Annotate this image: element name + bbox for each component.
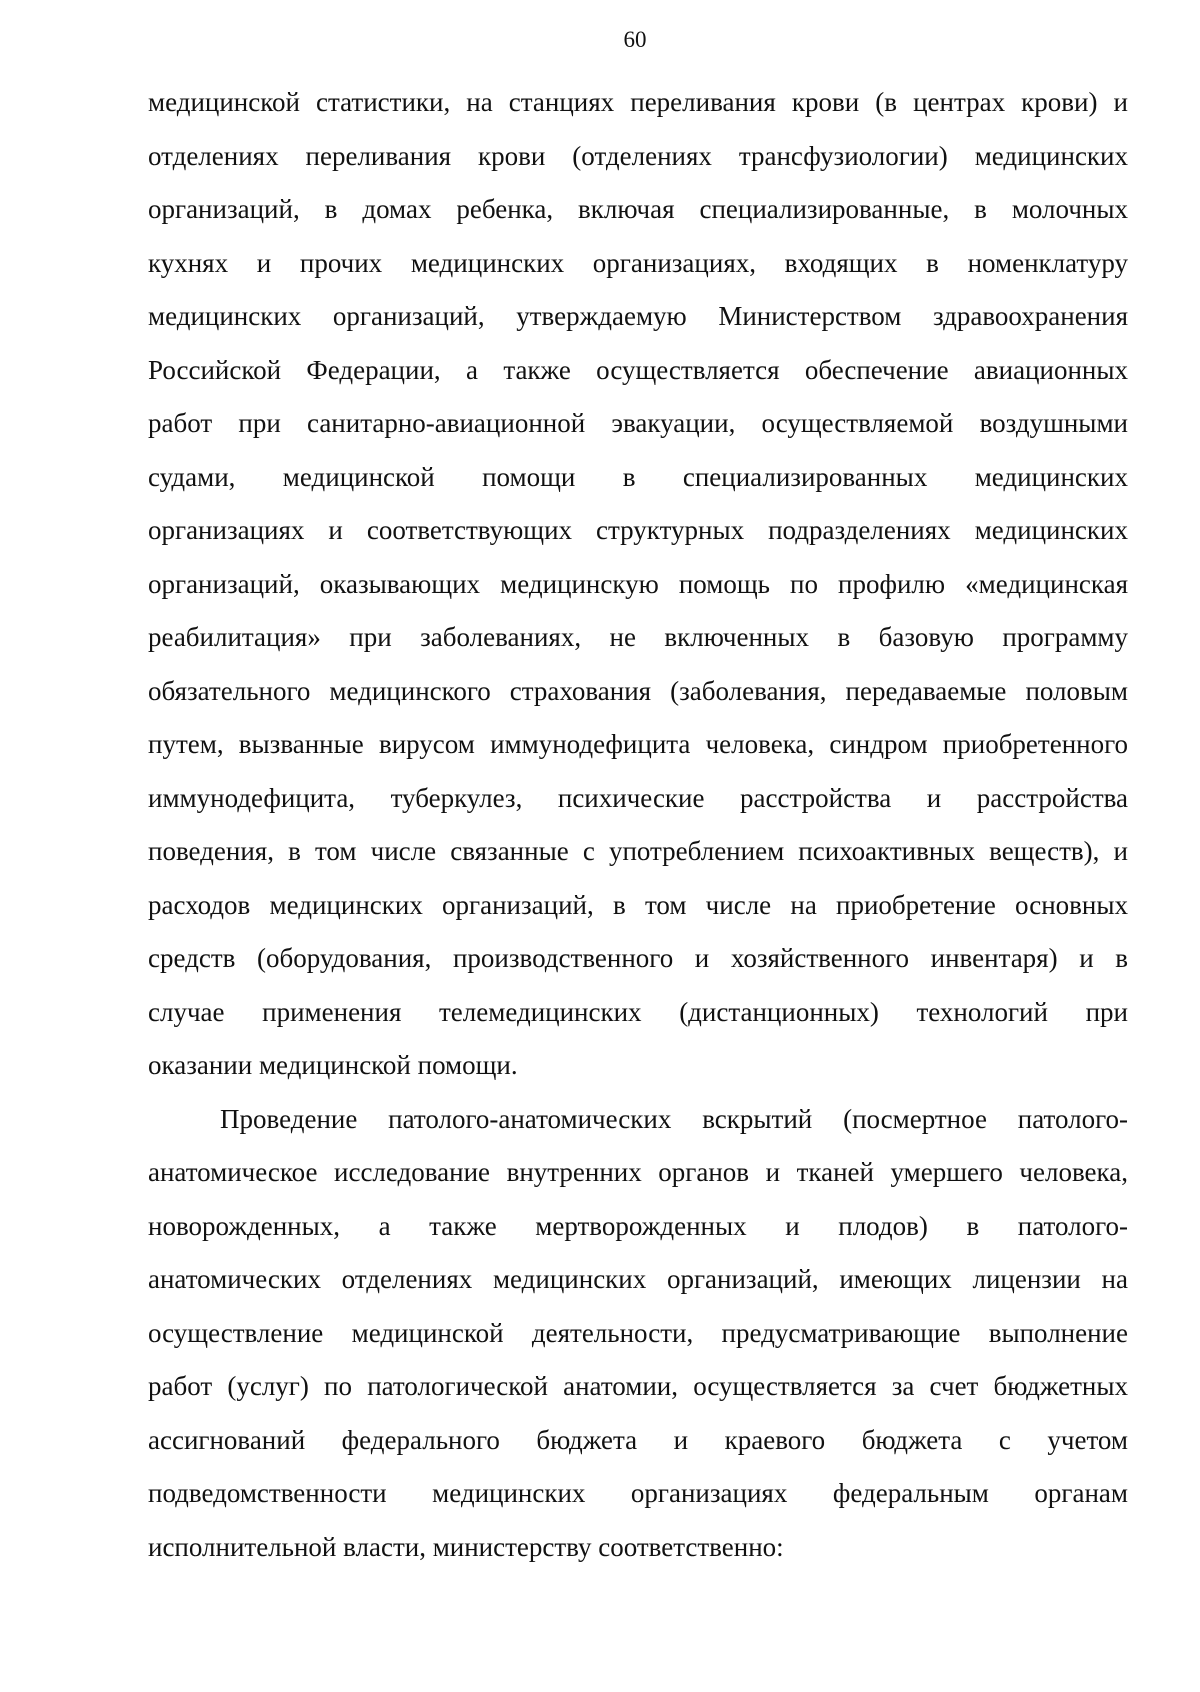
- paragraph-1-line: организациях и соответствующих структурных подразделениях медицинских: [148, 515, 1128, 545]
- paragraph-1-line: средств (оборудования, производственного и хозяйственного инвентаря) и в: [148, 943, 1128, 973]
- paragraph-1-line: медицинской статистики, на станциях переливания крови (в центрах крови) и: [148, 87, 1128, 117]
- paragraph-1-line: судами, медицинской помощи в специализированных медицинских: [148, 462, 1128, 492]
- paragraph-1-line: расходов медицинских организаций, в том числе на приобретение основных: [148, 890, 1128, 920]
- paragraph-1-line: поведения, в том числе связанные с употреблением психоактивных веществ), и: [148, 836, 1128, 866]
- paragraph-1-line: кухнях и прочих медицинских организациях, входящих в номенклатуру: [148, 248, 1128, 278]
- paragraph-1-line: отделениях переливания крови (отделениях трансфузиологии) медицинских: [148, 141, 1128, 171]
- paragraph-1-line: обязательного медицинского страхования (заболевания, передаваемые половым: [148, 676, 1128, 706]
- paragraph-2-line: работ (услуг) по патологической анатомии, осуществляется за счет бюджетных: [148, 1371, 1128, 1401]
- page-number: 60: [623, 27, 647, 52]
- paragraph-2-line: исполнительной власти, министерству соответственно:: [148, 1532, 784, 1562]
- paragraph-2-line: новорожденных, а также мертворожденных и плодов) в патолого-: [148, 1211, 1128, 1241]
- paragraph-1-line: организаций, оказывающих медицинскую помощь по профилю «медицинская: [148, 569, 1128, 599]
- paragraph-2-line: ассигнований федерального бюджета и краевого бюджета с учетом: [148, 1425, 1128, 1455]
- paragraph-1-line: медицинских организаций, утверждаемую Министерством здравоохранения: [148, 301, 1128, 331]
- paragraph-1-line: случае применения телемедицинских (дистанционных) технологий при: [148, 997, 1128, 1027]
- paragraph-1-line: организаций, в домах ребенка, включая специализированные, в молочных: [148, 194, 1128, 224]
- paragraph-1-line: Российской Федерации, а также осуществляется обеспечение авиационных: [148, 355, 1128, 385]
- paragraph-2-line: подведомственности медицинских организациях федеральным органам: [148, 1478, 1128, 1508]
- paragraph-2-line: анатомических отделениях медицинских организаций, имеющих лицензии на: [148, 1264, 1128, 1294]
- paragraph-2-line: осуществление медицинской деятельности, предусматривающие выполнение: [148, 1318, 1128, 1348]
- paragraph-2-line: Проведение патолого-анатомических вскрытий (посмертное патолого-: [220, 1104, 1128, 1134]
- paragraph-1-line: работ при санитарно-авиационной эвакуации, осуществляемой воздушными: [148, 408, 1128, 438]
- paragraph-1-line: путем, вызванные вирусом иммунодефицита человека, синдром приобретенного: [148, 729, 1128, 759]
- paragraph-2-line: анатомическое исследование внутренних органов и тканей умершего человека,: [148, 1157, 1128, 1187]
- paragraph-1-line: иммунодефицита, туберкулез, психические расстройства и расстройства: [148, 783, 1128, 813]
- paragraph-1-line: оказании медицинской помощи.: [148, 1050, 518, 1080]
- paragraph-1-line: реабилитация» при заболеваниях, не включенных в базовую программу: [148, 622, 1128, 652]
